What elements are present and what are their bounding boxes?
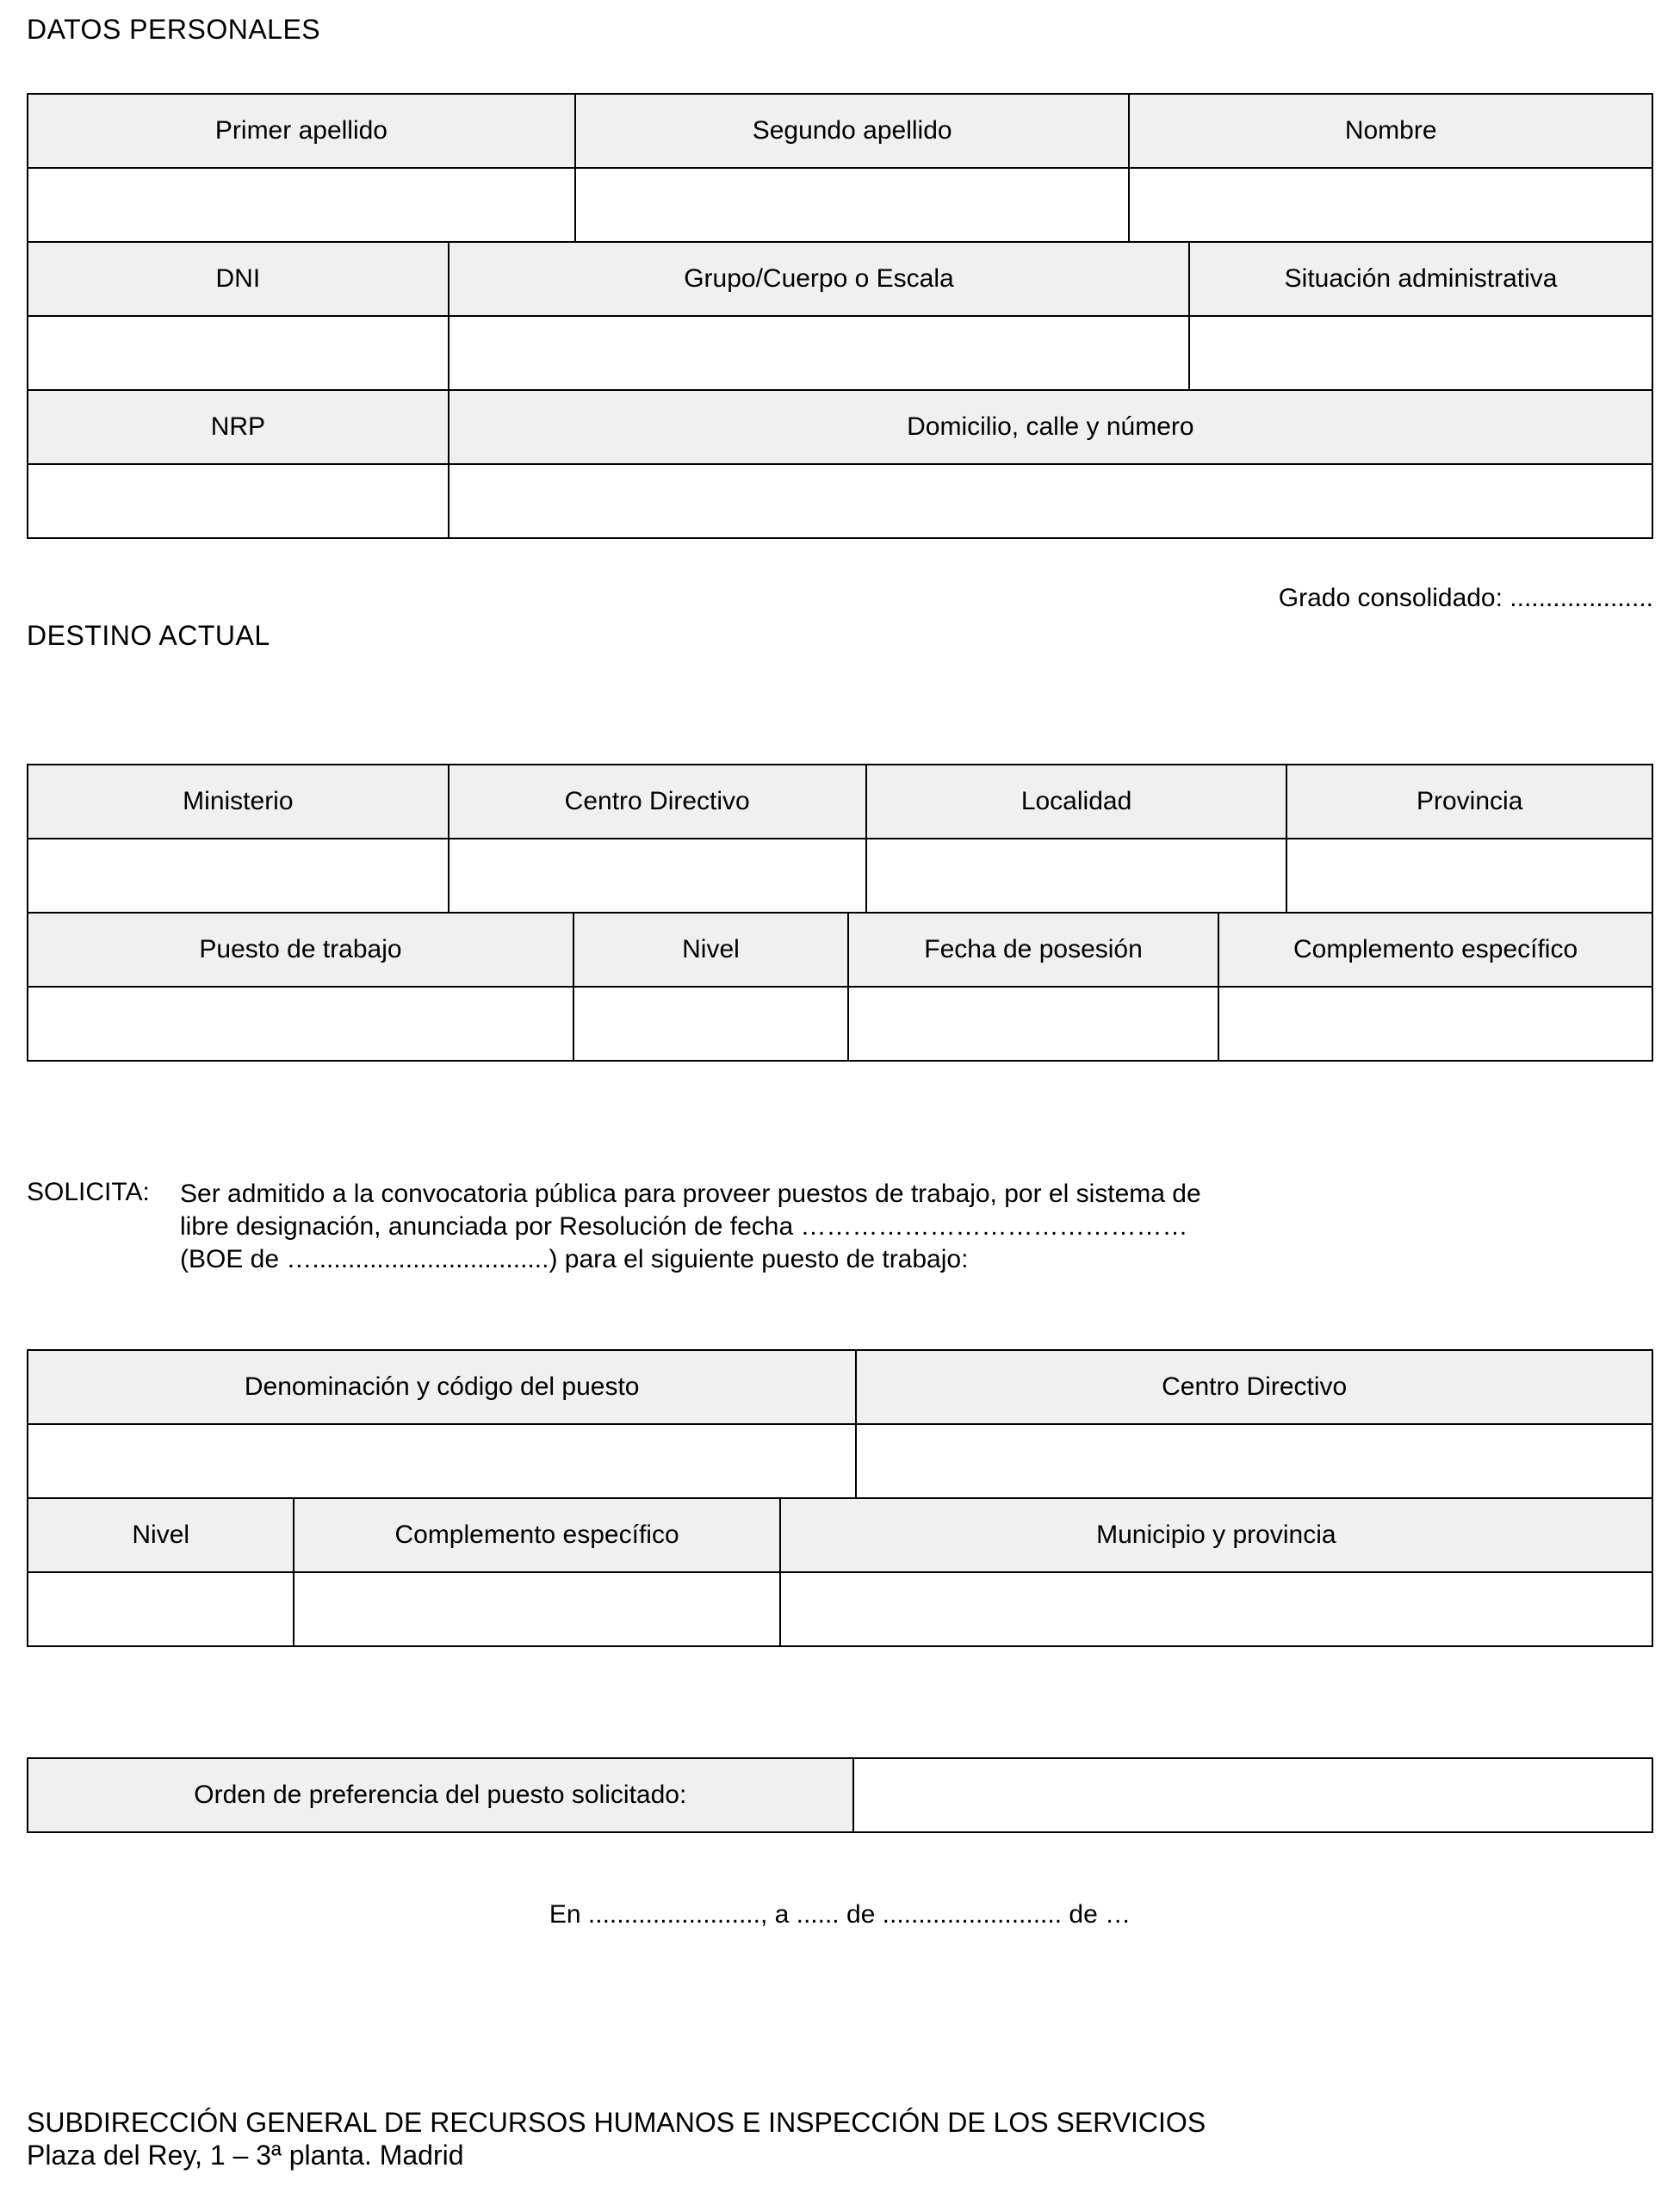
header-cell-nombre: Nombre [1129,94,1652,168]
header-cell-centro-directivo-puesto: Centro Directivo [856,1350,1652,1424]
input-cell-denominacion-codigo [28,1424,856,1498]
header-cell-puesto-de-trabajo: Puesto de trabajo [28,913,573,987]
footer-address-line: Plaza del Rey, 1 – 3ª planta. Madrid [27,2140,464,2171]
input-cell-grupo-cuerpo-escala [449,316,1189,390]
datos-personales-table [27,93,1653,539]
header-cell-nivel: Nivel [573,913,848,987]
input-cell-fecha-posesion [848,987,1218,1061]
destino-actual-table [27,764,1653,1062]
ministerio-centro-row [27,764,1653,914]
input-cell-nivel [573,987,848,1061]
header-cell-grupo-cuerpo-escala: Grupo/Cuerpo o Escala [449,242,1189,316]
input-cell-centro-directivo [449,839,866,913]
orden-preferencia-table [27,1757,1653,1833]
puesto-solicitado-table [27,1349,1653,1647]
header-cell-complemento-especifico-puesto: Complemento específico [294,1498,779,1572]
header-cell-primer-apellido: Primer apellido [28,94,575,168]
input-cell-domicilio [449,464,1652,538]
input-cell-primer-apellido [28,168,575,242]
apellidos-nombre-row [27,93,1653,243]
nivel-complemento-municipio-row [27,1497,1653,1647]
solicita-text [180,1178,1653,1276]
input-cell-nivel-puesto [28,1572,294,1646]
header-cell-domicilio: Domicilio, calle y número [449,390,1652,464]
input-cell-situacion-administrativa [1189,316,1652,390]
footer [27,2106,1653,2171]
solicita-line-2: libre designación, anunciada por Resolución de fecha ……………………………………… [180,1212,1188,1241]
solicita-section [27,1178,1653,1276]
input-cell-segundo-apellido [575,168,1129,242]
grado-consolidado-line: Grado consolidado: .................... [1278,584,1653,612]
header-cell-nivel-puesto: Nivel [28,1498,294,1572]
dni-grupo-situacion-row [27,241,1653,391]
header-cell-municipio-provincia: Municipio y provincia [780,1498,1652,1572]
solicita-line-3: (BOE de ….................................) para el siguiente puesto de trabajo: [180,1245,969,1273]
input-cell-dni [28,316,449,390]
input-cell-centro-directivo-puesto [856,1424,1652,1498]
puesto-nivel-fecha-row [27,912,1653,1062]
nrp-domicilio-row [27,389,1653,539]
solicita-line-1: Ser admitido a la convocatoria pública para proveer puestos de trabajo, por el sistema de [180,1180,1201,1208]
input-cell-localidad [866,839,1287,913]
header-cell-segundo-apellido: Segundo apellido [575,94,1129,168]
input-cell-municipio-provincia [780,1572,1652,1646]
section-title-destino-actual: DESTINO ACTUAL [27,620,270,651]
input-cell-ministerio [28,839,449,913]
header-cell-ministerio: Ministerio [28,765,449,839]
input-cell-provincia [1286,839,1652,913]
header-cell-centro-directivo: Centro Directivo [449,765,866,839]
footer-subdireccion-line: SUBDIRECCIÓN GENERAL DE RECURSOS HUMANOS E INSPECCIÓN DE LOS SERVICIOS [27,2107,1206,2138]
header-cell-situacion-administrativa: Situación administrativa [1189,242,1652,316]
header-cell-nrp: NRP [28,390,449,464]
orden-preferencia-row [27,1757,1653,1833]
input-cell-orden-preferencia [853,1758,1652,1832]
date-signature-line: En ........................, a ...... de ......................... de … [549,1900,1131,1929]
solicita-label: SOLICITA: [27,1178,150,1206]
header-cell-dni: DNI [28,242,449,316]
input-cell-puesto-de-trabajo [28,987,573,1061]
denominacion-centro-row [27,1349,1653,1499]
input-cell-nrp [28,464,449,538]
header-cell-localidad: Localidad [866,765,1287,839]
header-cell-complemento-especifico: Complemento específico [1218,913,1652,987]
input-cell-complemento-especifico-puesto [294,1572,779,1646]
label-cell-orden-preferencia: Orden de preferencia del puesto solicitado: [28,1758,853,1832]
header-cell-provincia: Provincia [1286,765,1652,839]
header-cell-fecha-posesion: Fecha de posesión [848,913,1218,987]
input-cell-complemento-especifico [1218,987,1652,1061]
input-cell-nombre [1129,168,1652,242]
section-title-datos-personales: DATOS PERSONALES [27,14,321,45]
header-cell-denominacion-codigo: Denominación y código del puesto [28,1350,856,1424]
